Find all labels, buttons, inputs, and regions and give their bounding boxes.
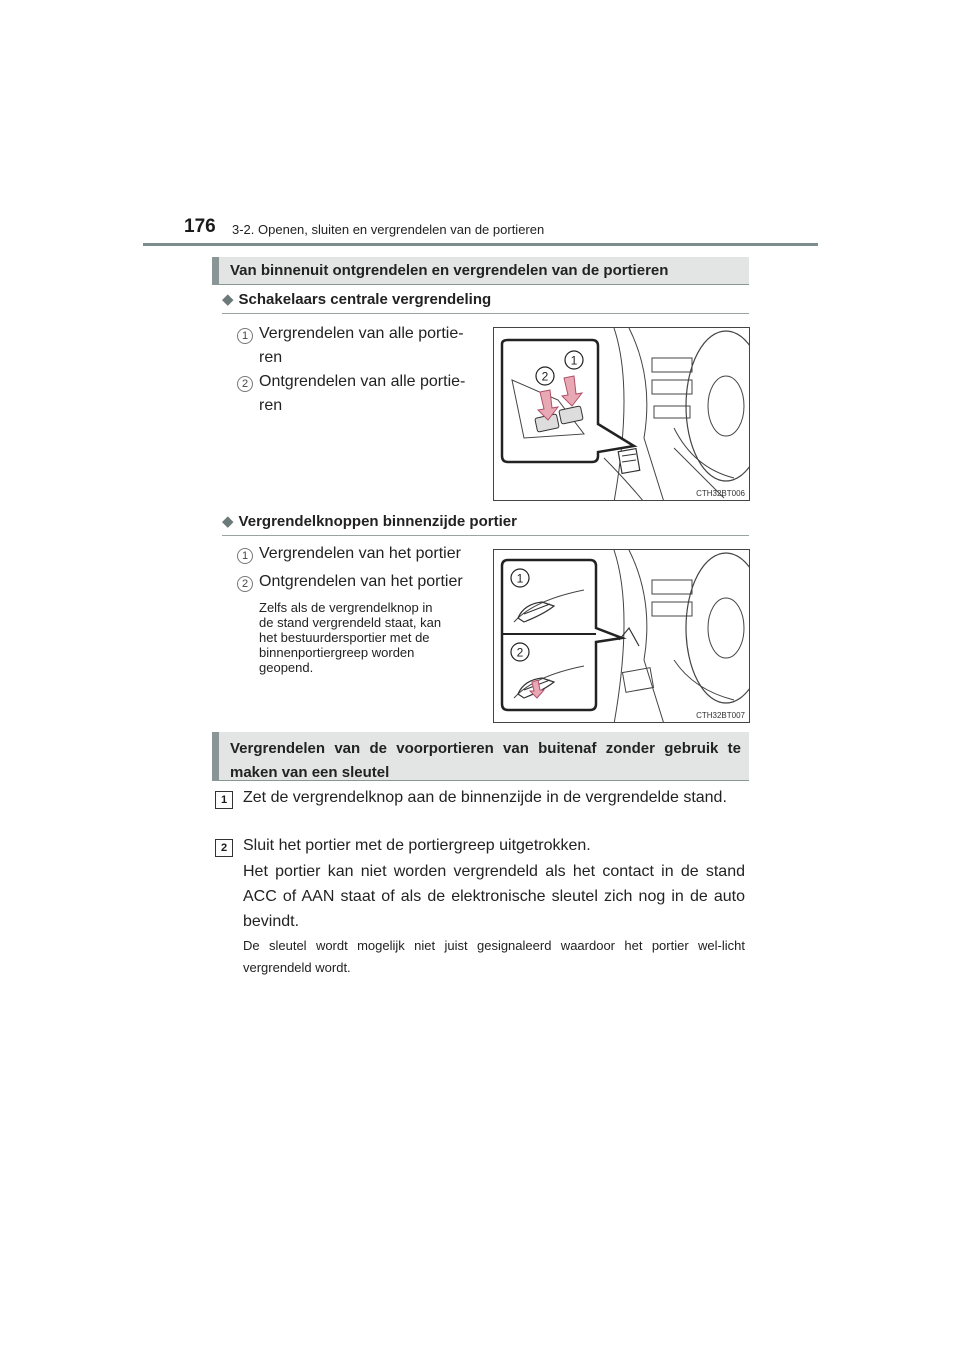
item-line: ren	[259, 397, 283, 414]
step-close-door: Sluit het portier met de portiergreep uitgetrokken.	[243, 837, 591, 854]
item-lock-door: Vergrendelen van het portier	[259, 545, 461, 562]
callout-number: 2	[516, 645, 524, 660]
item-number-circle: 2	[237, 576, 253, 592]
figure-code: CTH32BT007	[696, 711, 745, 720]
diamond-icon: ◆	[222, 513, 234, 530]
subheading-rule	[222, 535, 749, 536]
subheading-text: Schakelaars centrale vergrendeling	[238, 291, 492, 308]
item-unlock-door: Ontgrendelen van het portier	[259, 573, 463, 590]
note-line: binnenportiergreep worden	[259, 645, 415, 660]
figure-inside-lock-buttons	[493, 549, 750, 723]
item-number-circle: 2	[237, 376, 253, 392]
figure-code: CTH32BT006	[696, 489, 745, 498]
paragraph-cannot-lock: Het portier kan niet worden vergrendeld als het contact in de stand ACC of AAN staat of als de elektronische sleutel zich nog in de auto bevindt.	[243, 863, 745, 930]
item-line: Vergrendelen van alle portie-	[259, 325, 464, 342]
page-number: 176	[184, 216, 216, 237]
note-driver-door	[259, 600, 481, 675]
note-key-detection: De sleutel wordt mogelijk niet juist gesignaleerd waardoor het portier wel-licht vergrendeld wordt.	[243, 938, 745, 975]
callout-number: 2	[541, 369, 549, 384]
section-title-lock-without-key: Vergrendelen van de voorportieren van buitenaf zonder gebruik te maken van een sleutel	[212, 732, 749, 781]
step-number-box: 2	[215, 839, 233, 857]
item-line: Ontgrendelen van alle portie-	[259, 373, 466, 390]
item-number-circle: 1	[237, 328, 253, 344]
diamond-icon: ◆	[222, 291, 234, 308]
subheading-rule	[222, 313, 749, 314]
item-lock-all-doors	[259, 322, 464, 370]
note-line: het bestuurdersportier met de	[259, 630, 430, 645]
figure-central-locking-switches	[493, 327, 750, 501]
step-number-box: 1	[215, 791, 233, 809]
item-line: ren	[259, 349, 283, 366]
callout-number: 1	[516, 571, 524, 586]
header-rule	[143, 243, 818, 246]
item-number-circle: 1	[237, 548, 253, 564]
dashboard-illustration	[494, 328, 750, 501]
chapter-title: 3-2. Openen, sluiten en vergrendelen van de portieren	[232, 222, 545, 237]
step-set-lock-knob: Zet de vergrendelknop aan de binnenzijde in de vergrendelde stand.	[243, 789, 727, 806]
subheading-text: Vergrendelknoppen binnenzijde portier	[238, 513, 517, 530]
note-line: de stand vergrendeld staat, kan	[259, 615, 442, 630]
subheading-inside-lock-buttons	[222, 512, 517, 530]
note-line: geopend.	[259, 660, 314, 675]
door-lock-illustration	[494, 550, 750, 723]
section-title-inside-locking: Van binnenuit ontgrendelen en vergrendelen van de portieren	[212, 257, 749, 285]
callout-number: 1	[570, 353, 578, 368]
item-unlock-all-doors	[259, 370, 465, 418]
note-line: Zelfs als de vergrendelknop in	[259, 600, 433, 615]
subheading-central-locking-switches	[222, 290, 491, 308]
